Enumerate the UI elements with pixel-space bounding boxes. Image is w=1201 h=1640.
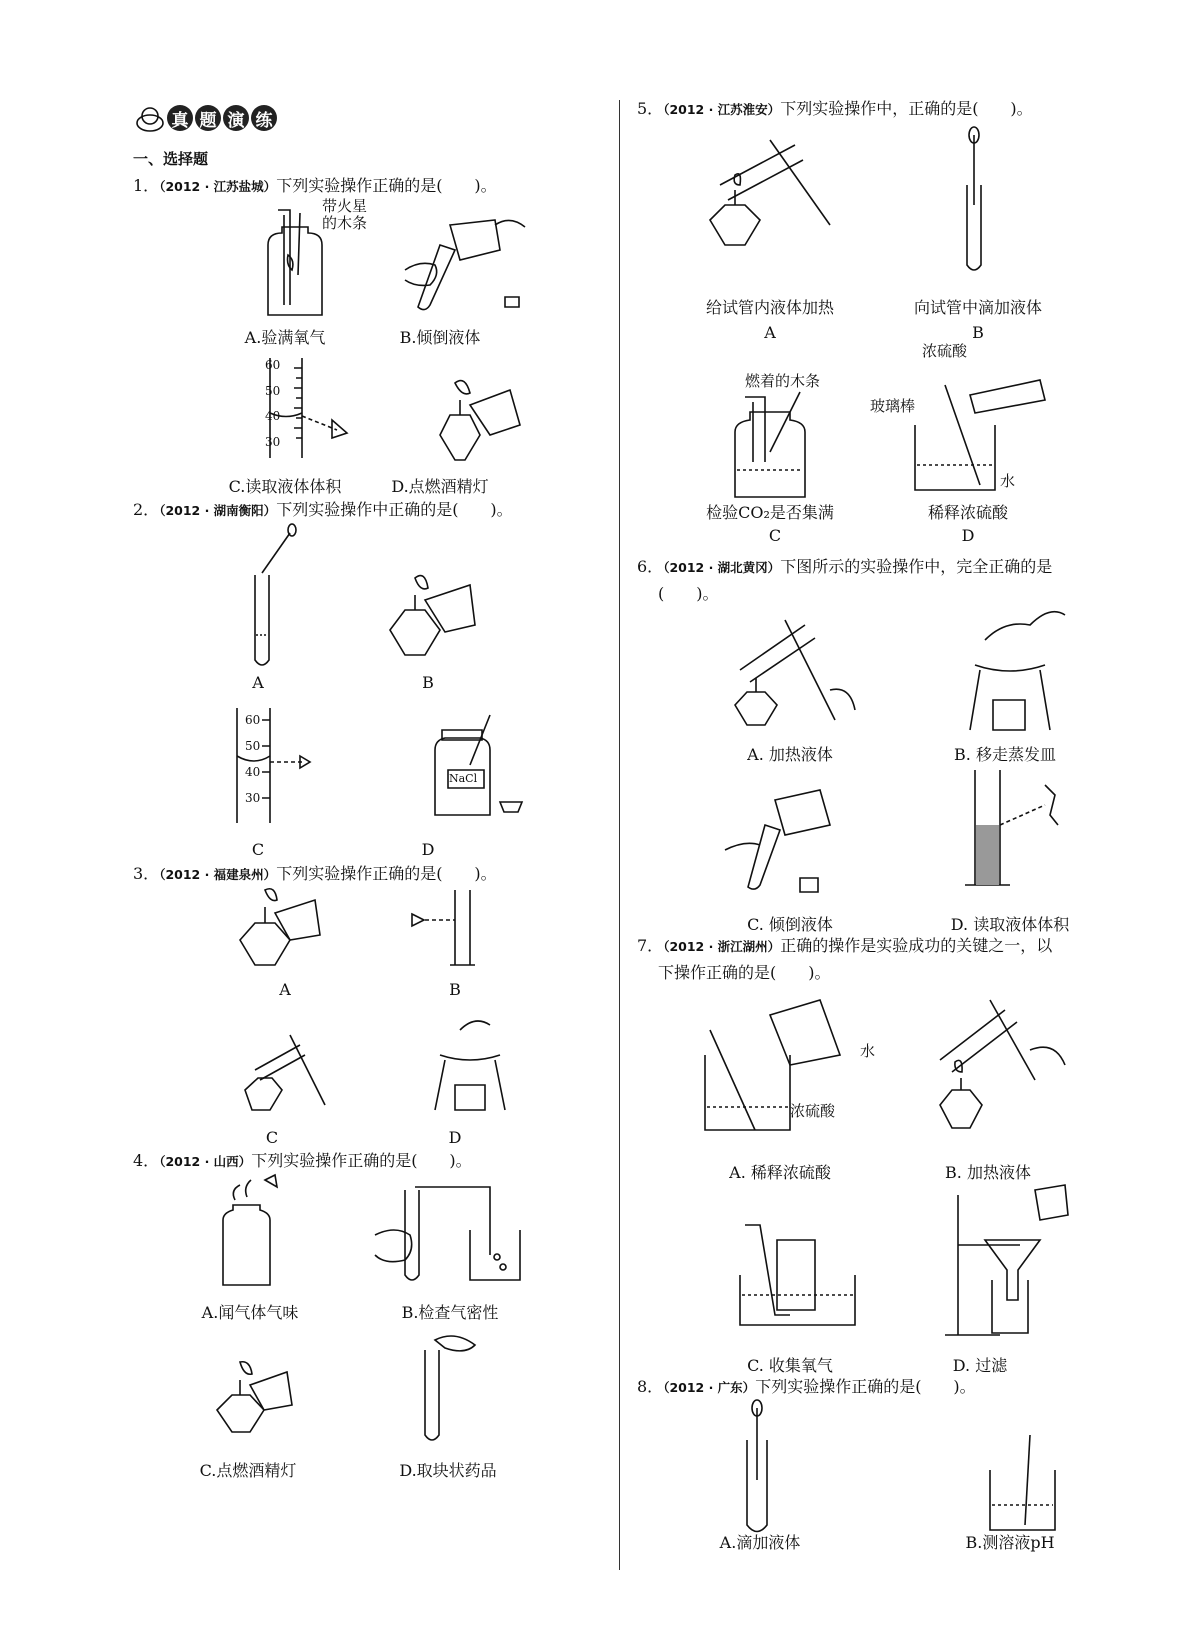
q4-option-b: B.检查气密性 [401, 1303, 499, 1322]
cylinder-reading-figure-3 [960, 770, 1070, 900]
q1-option-b: B.倾倒液体 [399, 328, 481, 347]
question-1: 1．（2012 · 江苏盐城）下列实验操作正确的是( )。 [133, 176, 497, 195]
drop-liquid-figure-2 [735, 1400, 795, 1540]
q5-option-c: C [768, 526, 782, 545]
q4-option-a: A.闻气体气味 [201, 1303, 299, 1322]
section-heading: 一、选择题 [133, 150, 209, 168]
q6-option-c: C. 倾倒液体 [747, 915, 833, 934]
title-char: 题 [195, 105, 221, 131]
acid-label: 浓硫酸 [922, 342, 968, 360]
q5-caption-b: 向试管中滴加液体 [913, 298, 1043, 317]
q5-option-d: D [961, 526, 975, 545]
column-divider [619, 100, 620, 1570]
tick-60: 60 [245, 713, 261, 727]
question-7: 7．（2012 · 浙江湖州）正确的操作是实验成功的关键之一，以 [637, 936, 1053, 955]
q6-option-a: A. 加热液体 [747, 745, 833, 764]
nacl-label: NaCl [449, 772, 478, 785]
tick-30: 30 [265, 435, 281, 449]
q2-option-d: D [421, 840, 435, 859]
pouring-figure-2 [720, 780, 860, 900]
dropper-testtube-figure [240, 525, 310, 675]
q6-option-d: D. 读取液体体积 [950, 915, 1070, 934]
glass-rod-label: 玻璃棒 [870, 397, 916, 415]
lamp-ignite-figure [380, 570, 490, 670]
q8-option-a: A.滴加液体 [719, 1533, 801, 1552]
question-5: 5．（2012 · 江苏淮安）下列实验操作中，正确的是( )。 [637, 99, 1033, 118]
q1-option-d: D.点燃酒精灯 [391, 477, 489, 496]
collect-oxygen-figure [735, 1220, 865, 1330]
q2-option-c: C [251, 840, 265, 859]
q5-caption-c: 检验CO₂是否集满 [706, 503, 834, 522]
section-banner [135, 103, 277, 133]
tick-50: 50 [245, 739, 261, 753]
q7-option-a: A. 稀释浓硫酸 [729, 1163, 831, 1182]
burning-stick-label: 燃着的木条 [745, 372, 821, 390]
filtration-figure [940, 1185, 1070, 1345]
cylinder-eye-figure [410, 890, 490, 980]
question-7-line-2: 下操作正确的是( )。 [658, 963, 831, 982]
q4-option-d: D.取块状药品 [399, 1461, 497, 1480]
q5-caption-d: 稀释浓硫酸 [927, 503, 1009, 522]
q1-option-c: C.读取液体体积 [228, 477, 342, 496]
evaporating-dish-figure [430, 1005, 510, 1115]
pouring-liquid-figure [400, 215, 530, 325]
question-8: 8．（2012 · 广东）下列实验操作正确的是( )。 [637, 1377, 976, 1396]
question-2: 2．（2012 · 湖南衡阳）下列实验操作中正确的是( )。 [133, 500, 513, 519]
title-char: 练 [251, 105, 277, 131]
tick-40: 40 [265, 409, 281, 423]
dilute-acid-figure-2 [700, 995, 860, 1135]
stick-label-2: 的木条 [322, 214, 368, 232]
stick-label-1: 带火星 [322, 197, 368, 215]
airtightness-figure [375, 1175, 535, 1295]
heating-liquid-figure [700, 130, 840, 280]
dilute-acid-figure [910, 375, 1050, 495]
q7-option-d: D. 过滤 [952, 1356, 1008, 1375]
tick-60: 60 [265, 358, 281, 372]
tick-30: 30 [245, 791, 261, 805]
q3-option-d: D [448, 1128, 462, 1147]
trophy-icon [135, 103, 165, 133]
water-label: 水 [1000, 472, 1016, 490]
q3-option-c: C [265, 1128, 279, 1147]
question-6-line-2: ( )。 [658, 584, 719, 603]
question-3: 3．（2012 · 福建泉州）下列实验操作正确的是( )。 [133, 864, 497, 883]
measure-ph-figure [985, 1430, 1075, 1540]
q3-option-a: A [279, 980, 291, 999]
q2-option-a: A [252, 673, 264, 692]
smelling-gas-figure [215, 1175, 305, 1295]
co2-check-figure [725, 392, 835, 502]
lamp-ignite-figure-2 [235, 885, 335, 985]
heating-liquid-figure-2 [725, 610, 865, 740]
q6-option-b: B. 移走蒸发皿 [954, 745, 1056, 764]
q7-option-b: B. 加热液体 [945, 1163, 1031, 1182]
question-4: 4．（2012 · 山西）下列实验操作正确的是( )。 [133, 1151, 472, 1170]
q5-caption-a: 给试管内液体加热 [705, 298, 835, 317]
lighting-lamp-figure [430, 375, 530, 475]
q1-option-a: A.验满氧气 [244, 328, 326, 347]
q4-option-c: C.点燃酒精灯 [199, 1461, 297, 1480]
question-6: 6．（2012 · 湖北黄冈）下图所示的实验操作中，完全正确的是 [637, 557, 1053, 576]
q5-option-a: A [764, 323, 776, 342]
tick-50: 50 [265, 384, 281, 398]
lamp-ignite-figure-3 [212, 1360, 312, 1450]
title-char: 真 [167, 105, 193, 131]
q3-option-b: B [449, 980, 461, 999]
heating-tube-figure [230, 1030, 330, 1130]
solid-reagent-figure [410, 1330, 500, 1450]
nacl-jar-figure [430, 710, 540, 820]
q5-option-b: B [972, 323, 984, 342]
dropping-liquid-figure [952, 125, 1012, 275]
tick-40: 40 [245, 765, 261, 779]
heating-liquid-figure-3 [930, 990, 1080, 1140]
acid-label: 浓硫酸 [790, 1102, 836, 1120]
water-label: 水 [860, 1042, 876, 1060]
q2-option-b: B [422, 673, 434, 692]
title-char: 演 [223, 105, 249, 131]
q7-option-c: C. 收集氧气 [747, 1356, 833, 1375]
q8-option-b: B.测溶液pH [965, 1533, 1055, 1552]
move-dish-figure [955, 605, 1075, 735]
